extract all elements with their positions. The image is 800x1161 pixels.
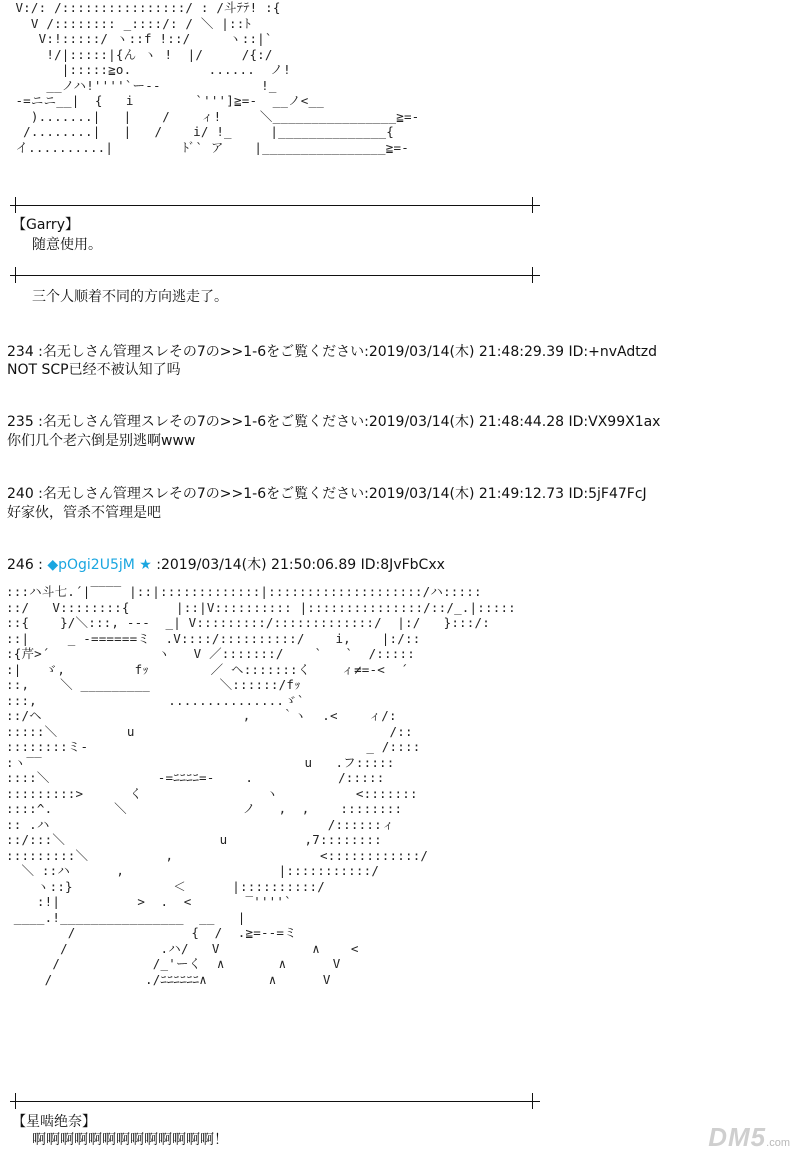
separator-tick	[532, 267, 533, 283]
separator-line	[10, 1101, 540, 1102]
narration-line: 三个人顺着不同的方向逃走了。	[32, 289, 228, 305]
separator-tick	[15, 197, 16, 213]
poster-trip-link[interactable]: ◆pOgi2U5jM ★	[47, 557, 152, 573]
ascii-art-top: V:/: /::::::::::::::::/ : /斗ﾃﾃ! :{ V /:::::::: _::::/: / ＼ |::ﾄ V:!:::::/ ヽ::f !::/ ヽ::|` !/|:::::|{ん ヽ ! |/ /{:/ |:::::≧o. ...... ノ! __ノハ!''''`ー-- !_ -=ニニ__| { i `''']≧=- __ノ<__ ).......| | / ィ! ＼________________≧=- /........| | / i/ !_ |______________{ イ..........| ﾄﾞ` ア |________________≧=-	[15, 0, 420, 155]
post-meta: :2019/03/14(木) 21:50:06.89 ID:8JvFbCxx	[151, 557, 445, 573]
watermark-brand: DM5	[708, 1122, 767, 1152]
separator-tick	[15, 267, 16, 283]
post-header: 235 :名无しさん管理スレその7の>>1-6をご覧ください:2019/03/14(木) 21:48:44.28 ID:VX99X1ax	[7, 414, 661, 430]
ascii-art-bottom: :::ハ斗七.´|‾‾‾‾ |::|:::::::::::::|::::::::::::::::::::/ハ::::: ::/ V::::::::{ |::|V:::::::::: |:::::::::::::::/::/_.|::::: ::{ }/＼:::, --- _| V:::::::::/:::::::::::::/ |:/ }:::/: ::| _ -======ミ .V::::/::::::::::/ i, |:/:: :{芹>´ ヽ V ／:::::::/ ` ` /::::: :| ゞ, fｯ ／ ヘ:::::::く ィ≠=-< ´ ::, ＼ _________ ＼::::::/fｯ :::, ...............ゞ` ::/ヘ , ｀ヽ .< ィ/: :::::＼ u /:: ::::::::ミ- _ /:::: :ヽ‾‾ u .フ::::: ::::＼ -=ﾆﾆﾆﾆ=- . /::::: :::::::::> く ヽ <::::::: ::::^. ＼ ノ , , :::::::: :: .ハ /::::::ィ ::/:::＼ u ,7:::::::: :::::::::＼ , <::::::::::::/ ＼ ::ハ , |:::::::::::/ ヽ::} ＜ |::::::::::/ :!| > . < ‾''''` ____.!________________ __ | / { / .≧=--=ミ / .ハ/ V ∧ < / /_'ーく ∧ ∧ V / ./ﾆﾆﾆﾆﾆﾆ∧ ∧ V	[6, 584, 516, 987]
watermark-domain: .com	[766, 1137, 790, 1149]
site-watermark	[708, 1122, 790, 1153]
separator-line	[10, 275, 540, 276]
post-header-246	[7, 556, 445, 574]
separator-tick	[532, 197, 533, 213]
speaker-label: 【Garry】	[12, 217, 79, 233]
post-header: 240 :名无しさん管理スレその7の>>1-6をご覧ください:2019/03/14(木) 21:49:12.73 ID:5jF47FcJ	[7, 486, 647, 502]
separator-tick	[15, 1093, 16, 1109]
post-body: 你们几个老六倒是别逃啊www	[7, 433, 196, 449]
speaker-label: 【星啮绝奈】	[12, 1114, 96, 1130]
post-body: NOT SCP已经不被认知了吗	[7, 362, 181, 378]
dialogue-line: 随意使用。	[32, 237, 102, 253]
separator-line	[10, 205, 540, 206]
post-body: 好家伙，管杀不管理是吧	[7, 505, 161, 521]
separator-tick	[532, 1093, 533, 1109]
dialogue-line: 啊啊啊啊啊啊啊啊啊啊啊啊啊！	[32, 1132, 228, 1148]
post-number: 246 :	[7, 557, 48, 573]
post-header: 234 :名无しさん管理スレその7の>>1-6をご覧ください:2019/03/14(木) 21:48:29.39 ID:+nvAdtzd	[7, 344, 657, 360]
